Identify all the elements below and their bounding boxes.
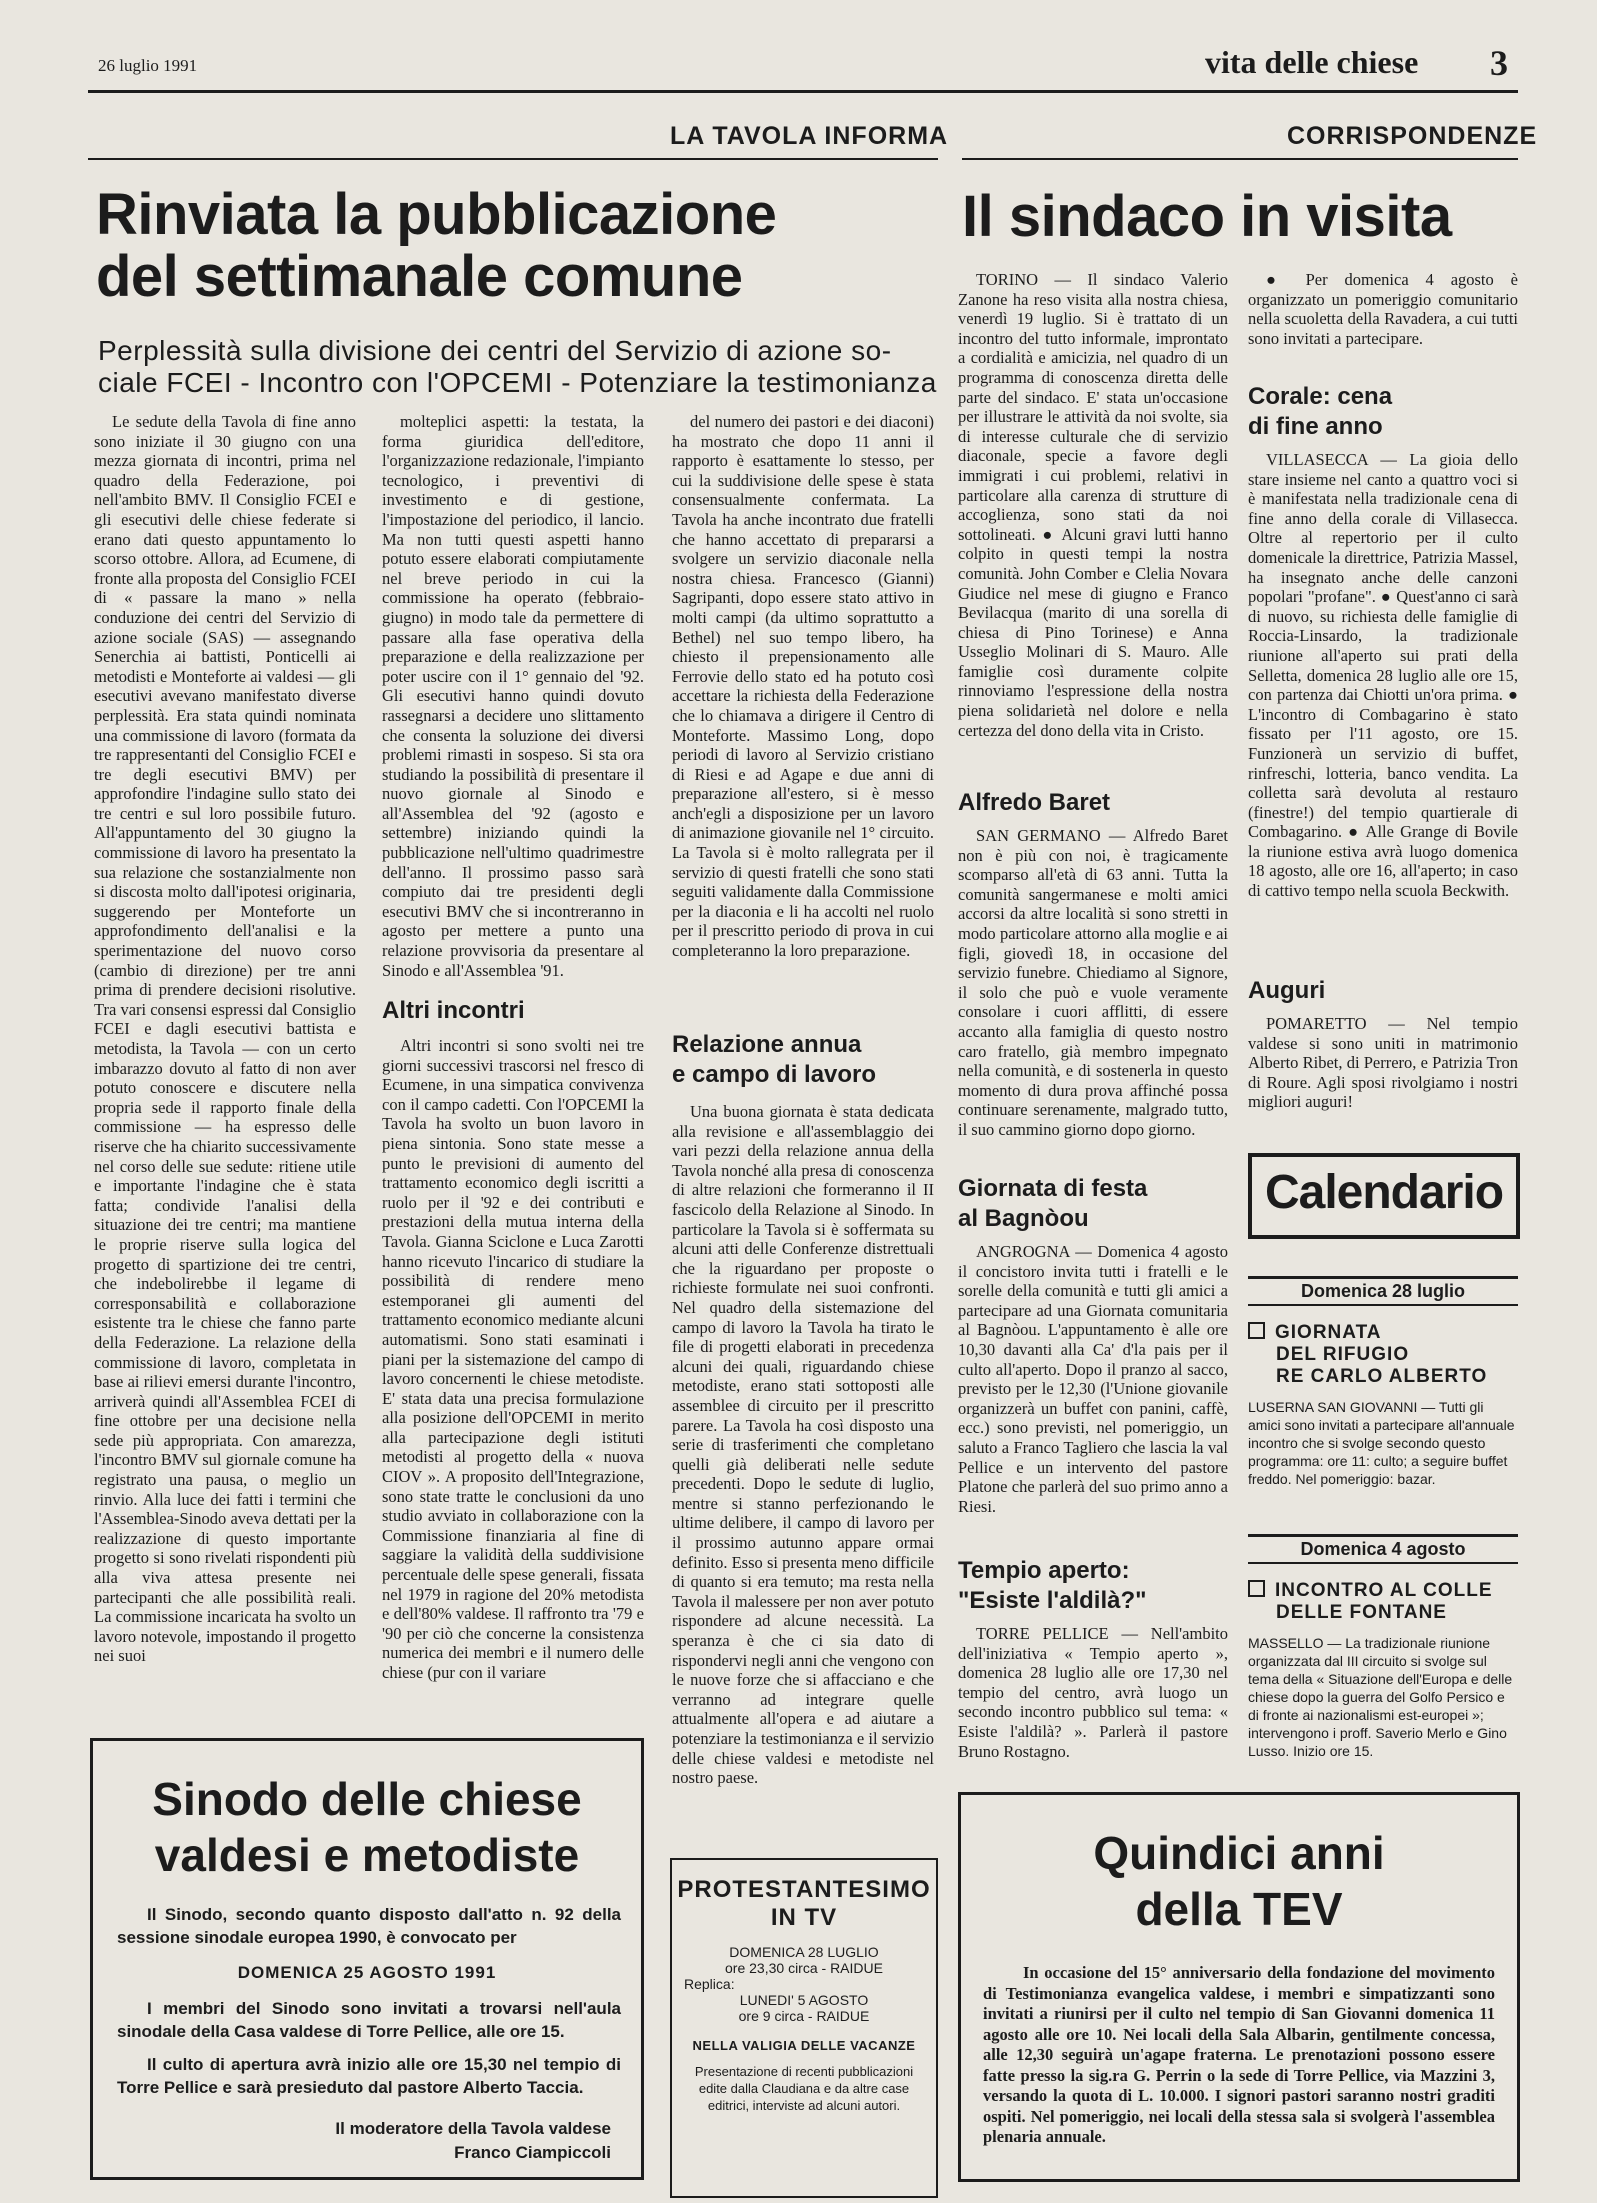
main-column-2a — [382, 412, 644, 982]
right-col2a-text: ● Per domenica 4 agosto è organizzato un pomeriggio comunitario nella scuoletta della Ravadera, a cui tutti sono invitati a partecipare. — [1248, 270, 1518, 348]
tev-title-line2: della TEV — [1135, 1883, 1343, 1935]
heading-tempio-aperto-line2: "Esiste l'aldilà?" — [958, 1587, 1147, 1614]
protestantesimo-title-line2: IN TV — [770, 1904, 838, 1931]
tev-body: In occasione del 15° anniversario della fondazione del movimento di Testimonianza evangelica valdese, i membri e simpatizzanti sono invitati a riunirsi per il culto nel tempio di San Giovanni domenica 11 agosto alle ore 10. Nei locali della Sala Albarin, gentilmente concessa, alle 12,30 seguirà un'agape fraterna. Le prenotazioni possono essere fatte presso la sig.ra G. Perrin o la sede di Torre Pellice, via Mazzini 3, versando la quota di L. 10.000. I signori pastori saranno nostri graditi ospiti. Nel pomeriggio, nei locali della stessa sala si svolgerà l'assemblea plenaria annuale. — [983, 1963, 1495, 2146]
main-col3a-text: del numero dei pastori e dei diaconi) ha mostrato che dopo 11 anni il rapporto è esattamente lo stesso, per cui la suddivisione delle spese è stata consensualmente confermata. La Tavola ha anche incontrato due fratelli che hanno accettato di prepararsi a svolgere un servizio diaconale nella nostra chiesa. Francesco (Gianni) Sagripanti, dopo essere stato attivo in molti campi (da ultimo soprattutto a Bethel) nel suo tempo libero, ha chiesto il prepensionamento alle Ferrovie dello stato ed ha potuto così accettare la richiesta della Federazione che lo chiamava a dirigere il Centro di Monteforte. Massimo Long, dopo periodi di lavoro al Servizio cristiano di Riesi e ad Agape e due anni di preparazione all'estero, si è messo anch'egli a disposizione per un lavoro di animazione giovanile nel 1° circuito. La Tavola si è molto rallegrata per il servizio di questi fratelli che sono stati seguiti validamente dalla Commissione per la diaconia e li ha accolti nel ruolo per il prescritto periodo di prova in cui completeranno la loro preparazione. — [672, 412, 934, 961]
event1-title-line3: RE CARLO ALBERTO — [1276, 1366, 1488, 1387]
main-col3b-text: Una buona giornata è stata dedicata alla revisione e all'assemblaggio dei vari pezzi della relazione annua della Tavola nonché alla presa di conoscenza di altre relazioni che formeranno il II fascicolo della Relazione al Sinodo. In particolare la Tavola si è soffermata su alcuni atti delle Conferenze distrettuali che la riguardano per proposte o richieste formulate nei suoi confronti. Nel quadro della sistemazione del campo di lavoro la Tavola ha tirato le file di progetti elaborati in precedenza alcuni dei quali, riguardando chiese metodiste, erano stati sottoposti alle assemblee di circuito per il prescritto parere. La Tavola ha così disposto una serie di trasferimenti che completano quelli già deliberati nelle sedute precedenti. Dopo le sedute di luglio, mentre si stanno perfezionando le ultime delibere, il campo di lavoro per il prossimo autunno appare ormai definito. Esso si presenta meno difficile di quanto si era temuto; ma resta nella Tavola il malessere per non aver potuto rispondere ad alcune necessità. La speranza è che ci sia dato di rispondervi negli anni che vengono con le nuove forze che si affacciano e che verranno ad integrare quelle attualmente all'opera e ad aiutare a potenziare la testimonianza e il servizio delle chiese valdesi e metodiste nel nostro paese. — [672, 1102, 934, 1788]
section-label-right: CORRISPONDENZE — [1287, 122, 1538, 150]
protestantesimo-line3: Replica: — [684, 1976, 735, 1992]
right-column-1d — [958, 1624, 1228, 1774]
checkbox-icon — [1248, 1322, 1265, 1339]
heading-auguri: Auguri — [1248, 977, 1326, 1004]
protestantesimo-title-line1: PROTESTANTESIMO — [677, 1876, 931, 1903]
masthead: vita delle chiese — [1205, 44, 1419, 80]
section-rule-left — [88, 158, 938, 160]
right-col2c-text: POMARETTO — Nel tempio valdese si sono uniti in matrimonio Alberto Ribet, di Perrero, e Patrizia Tron di Roure. Agli sposi rivolgiamo i nostri migliori auguri! — [1248, 1014, 1518, 1112]
sinodo-title-line1: Sinodo delle chiese — [152, 1773, 582, 1825]
calendar-event-2 — [1248, 1580, 1518, 1760]
right-column-2c — [1248, 1014, 1518, 1136]
main-column-1 — [94, 412, 356, 1712]
sinodo-para2: I membri del Sinodo sono invitati a trovarsi nell'aula sinodale della Casa valdese di Torre Pellice, alle ore 15. — [117, 1999, 621, 2041]
issue-date: 26 luglio 1991 — [98, 56, 198, 75]
protestantesimo-line7: Presentazione di recenti pubblicazioni edite dalla Claudiana e da altre case editrici, interviste ad alcuni autori. — [694, 2064, 914, 2113]
sinodo-para1: Il Sinodo, secondo quanto disposto dall'atto n. 92 della sessione sinodale europea 1990, è convocato per — [117, 1905, 621, 1947]
main-col2b-text: Altri incontri si sono svolti nei tre giorni successivi trascorsi nel fresco di Ecumene, in una simpatica convivenza con il campo cadetti. Con l'OPCEMI la Tavola ha svolto un buon lavoro in piena sintonia. Sono state messe a punto le previsioni di aumento del trattamento economico degli iscritti a ruolo per il '92 e dei contributi e prestazioni della mutua interna della Tavola. Gianna Sciclone e Luca Zarotti hanno ricevuto l'incarico di studiare la possibilità di rendere meno estemporanei gli aumenti del trattamento economico mediante alcuni automatismi. Sono stati esaminati i piani per la sistemazione del campo di lavoro concernenti le chiese metodiste. E' stata data una precisa formulazione alla posizione dell'OPCEMI in merito alla partecipazione degli istituti metodisti al progetto della « nuova CIOV ». A proposito dell'Integrazione, sono state tratte le conclusioni da uno studio avviato in collaborazione con la Commissione finanziaria al fine di saggiare la validità della suddivisione percentuale delle spese generali, fissata nel 1979 in ragione del 20% metodista e dell'80% valdese. Il raffronto tra '79 e '90 per ciò che concerne la consistenza numerica dei membri e il numero delle chiese (pur con il variare — [382, 1036, 644, 1682]
checkbox-icon — [1248, 1580, 1265, 1597]
right-column-1b — [958, 826, 1228, 1152]
heading-corale-line2: di fine anno — [1248, 413, 1383, 440]
heading-relazione-line1: Relazione annua — [672, 1031, 862, 1058]
right-col2b-text: VILLASECCA — La gioia dello stare insieme nel canto a quattro voci si è manifestata nella tradizionale cena di fine anno della corale di Villasecca. Oltre al repertorio per il culto domenicale la direttrice, Patrizia Massel, ha insegnato anche delle canzoni popolari "profane". ● Quest'anno ci sarà di nuovo, su richiesta delle famiglie di Roccia-Linsardo, la tradizionale riunione all'aperto sui prati della Selletta, domenica 28 luglio alle ore 15, con partenza dai Chiotti un'ora prima. ● L'incontro di Combagarino è stato fissato per l'11 agosto, ore 15. Funzionerà un servizio di buffet, rinfreschi, lotteria, banco vendita. La colletta sarà devoluta al restauro (finestre!) del tempio quartierale di Combagarino. ● Alle Grange di Bovile la riunione estiva avrà luogo domenica 18 agosto, alle ore 16, all'aperto; in caso di cattivo tempo nella scuola Beckwith. — [1248, 450, 1518, 901]
calendar-event-1 — [1248, 1322, 1518, 1488]
calendar-date-2: Domenica 4 agosto — [1248, 1534, 1518, 1564]
section-label-left: LA TAVOLA INFORMA — [670, 122, 949, 150]
heading-relazione-line2: e campo di lavoro — [672, 1061, 877, 1088]
protestantesimo-line2: ore 23,30 circa - RAIDUE — [725, 1960, 883, 1976]
event2-title-line2: DELLE FONTANE — [1276, 1602, 1447, 1623]
sinodo-para3: Il culto di apertura avrà inizio alle ore 15,30 nel tempio di Torre Pellice e sarà presieduto dal pastore Alberto Taccia. — [117, 2055, 621, 2097]
calendar-date-1: Domenica 28 luglio — [1248, 1276, 1518, 1306]
page-number: 3 — [1490, 43, 1508, 83]
right-headline: Il sindaco in visita — [962, 184, 1452, 249]
calendario-title: Calendario — [1248, 1153, 1520, 1239]
right-column-1a — [958, 270, 1228, 778]
heading-giornata-festa-line1: Giornata di festa — [958, 1175, 1148, 1202]
event1-title-line2: DEL RIFUGIO — [1276, 1344, 1410, 1365]
sinodo-sign1: Il moderatore della Tavola valdese — [335, 2119, 611, 2138]
main-column-3b — [672, 1102, 934, 1822]
heading-alfredo-baret: Alfredo Baret — [958, 789, 1111, 816]
event1-title-line1: GIORNATA — [1275, 1322, 1382, 1343]
protestantesimo-line1: DOMENICA 28 LUGLIO — [729, 1944, 879, 1960]
sinodo-sign2: Franco Ciampiccoli — [454, 2143, 611, 2162]
main-col1-text: Le sedute della Tavola di fine anno sono iniziate il 30 giugno con una mezza giornata di incontri, prima nel quadro della Federazione, poi nell'ambito BMV. Il Consiglio FCEI e gli esecutivi delle chiese federate si erano dati questo appuntamento lo scorso ottobre. Allora, ad Ecumene, di fronte alla proposta del Consiglio FCEI di « passare la mano » nella conduzione dei centri del Servizio di azione sociale (SAS) — assegnando Senerchia ai battisti, Ponticelli ai metodisti e Monteforte ai valdesi — gli esecutivi avevano manifestato diverse perplessità. Era stata quindi nominata una commissione di lavoro (formata da tre rappresentanti del Consiglio FCEI e tre degli esecutivi BMV) per approfondire l'indagine sullo stato dei tre centri e sul loro possibile futuro. All'appuntamento del 30 giugno la commissione di lavoro ha presentato la sua relazione che sostanzialmente non si discosta molto dall'ipotesi originaria, suggerendo per Monteforte un approfondimento dell'analisi e la sperimentazione del nuovo corso (cambio di direzione) per tre anni prima di prendere decisioni risolutive. Tra vari consensi espressi dal Consiglio FCEI e dagli esecutivi battista e metodista, la Tavola — con un certo imbarazzo dovuto al fatto di non aver potuto conoscere e discutere nella propria sede il rapporto finale della commissione — ha espresso delle riserve che ha chiarito successivamente nel corso delle sue sedute: ritiene utile e importante l'indagine che è stata fatta; condivide l'analisi della situazione dei tre centri; ma mantiene le proprie riserve sulla logica del progetto di spartizione dei tre centri, che indebolirebbe il legame di corresponsabilità e collaborazione esistente tra le chiese che fanno parte della Federazione. La relazione della commissione di lavoro, completata in base ai rilievi emersi durante l'incontro, arriverà quindi all'Assemblea FCEI di fine ottobre per una decisione nella sede più appropriata. Con amarezza, l'incontro BMV sul giornale comune ha registrato una pausa, o meglio un rinvio. Alla luce dei fatti i termini che l'Assemblea-Sinodo aveva dettati per la realizzazione di questo importante progetto si sono rivelati rispondenti più alla viva attesa presente nei partecipanti che alle possibilità reali. La commissione incaricata ha svolto un lavoro notevole, impostando il progetto nei suoi — [94, 412, 356, 1666]
right-col1c-text: ANGROGNA — Domenica 4 agosto il concistoro invita tutti i fratelli e le sorelle della comunità e tutti gli amici a partecipare ad una Giornata comunitaria al Bagnòou. L'appuntamento è alle ore 10,30 davanti alla Ca' d'la pais per il culto all'aperto. Dopo il pranzo al sacco, previsto per le 12,30 (l'Unione giovanile organizzerà un buffet con panini, caffè, ecc.) sono previsti, nel pomeriggio, un saluto a Franco Tagliero che lascia la val Pellice e un intervento del pastore Platone che parlerà del suo primo anno a Riesi. — [958, 1242, 1228, 1516]
right-col1b-text: SAN GERMANO — Alfredo Baret non è più con noi, è tragicamente scomparso all'età di 63 anni. Tutta la comunità sangermanese e molti amici accorsi da altre località si sono stretti in modo particolare attorno alla moglie e ai figli, giovedì 18, in occasione del servizio funebre. Chiediamo al Signore, il solo che può e vuole veramente consolare i cuori afflitti, di essere accanto alla famiglia di questo nostro caro fratello, già membro impegnato nella comunità, e di sostenerla in questo momento di dura prova affinché possa continuare serenamente, malgrado tutto, il suo cammino giorno dopo giorno. — [958, 826, 1228, 1139]
main-subhead-line2: ciale FCEI - Incontro con l'OPCEMI - Potenziare la testimonianza — [98, 367, 937, 398]
protestantesimo-line6: NELLA VALIGIA DELLE VACANZE — [692, 2038, 916, 2053]
tev-box — [958, 1792, 1520, 2182]
sinodo-box — [90, 1738, 644, 2180]
event1-body: LUSERNA SAN GIOVANNI — Tutti gli amici sono invitati a partecipare all'annuale incontro che si svolge secondo questo programma: ore 11: culto; a seguire buffet freddo. Nel pomeriggio: bazar. — [1248, 1399, 1515, 1487]
right-col1d-text: TORRE PELLICE — Nell'ambito dell'iniziativa « Tempio aperto », domenica 28 luglio alle ore 17,30 nel tempio del centro, avrà luogo un secondo incontro pubblico sul tema: « Esiste l'aldilà? ». Parlerà il pastore Bruno Rostagno. — [958, 1624, 1228, 1761]
main-headline-line2: del settimanale comune — [96, 244, 743, 309]
heading-corale-line1: Corale: cena — [1248, 383, 1393, 410]
heading-altri-incontri: Altri incontri — [382, 997, 525, 1024]
right-column-2b — [1248, 450, 1518, 972]
main-column-2b — [382, 1036, 644, 1712]
main-col2a-text: molteplici aspetti: la testata, la forma giuridica dell'editore, l'organizzazione redazionale, l'impianto tecnologico, i preventivi di investimento e di gestione, l'impostazione del periodico, il lancio. Ma non tutti questi aspetti hanno potuto essere elaborati compiutamente nel breve periodo in cui la commissione ha operato (febbraio-giugno) in modo tale da permettere di passare alla fase operativa della preparazione e della realizzazione per poter uscire con il 1° gennaio del '92. Gli esecutivi hanno quindi dovuto rassegnarsi a decidere uno slittamento che consenta la soluzione dei diversi problemi rimasti in sospeso. Si sta ora studiando la possibilità di presentare il nuovo giornale al Sinodo e all'Assemblea del '92 (agosto e settembre) iniziando quindi la pubblicazione nell'ultimo quadrimestre dell'anno. Il prossimo passo sarà compiuto dai tre presidenti degli esecutivi BMV che si incontreranno in agosto per mettere a punto una relazione provvisoria da presentare al Sinodo e all'Assemblea '91. — [382, 412, 644, 980]
event2-body: MASSELLO — La tradizionale riunione organizzata dal III circuito si svolge sul tema della « Situazione dell'Europa e delle chiese dopo la guerra del Golfo Persico e di fronte ai nazionalismi est-europei »; intervengono i proff. Saverio Merlo e Gino Lusso. Inizio ore 15. — [1248, 1635, 1513, 1759]
tev-title-line1: Quindici anni — [1093, 1827, 1385, 1879]
heading-giornata-festa-line2: al Bagnòou — [958, 1205, 1089, 1232]
main-column-3a — [672, 412, 934, 992]
protestantesimo-line4: LUNEDI' 5 AGOSTO — [739, 1992, 869, 2008]
main-headline-line1: Rinviata la pubblicazione — [96, 182, 777, 247]
section-rule-right — [962, 158, 1518, 160]
right-column-1c — [958, 1242, 1228, 1540]
main-subhead-line1: Perplessità sulla divisione dei centri del Servizio di azione so- — [98, 335, 892, 366]
protestantesimo-box — [670, 1858, 938, 2198]
heading-tempio-aperto-line1: Tempio aperto: — [958, 1557, 1130, 1584]
sinodo-title-line2: valdesi e metodiste — [154, 1829, 580, 1881]
sinodo-date: DOMENICA 25 AGOSTO 1991 — [237, 1963, 497, 1982]
right-column-2a — [1248, 270, 1518, 370]
header-rule — [88, 90, 1518, 93]
right-col1a-text: TORINO — Il sindaco Valerio Zanone ha reso visita alla nostra chiesa, venerdì 19 luglio. Si è trattato di un incontro del tutto informale, improntato a cordialità e amicizia, nel quadro di un programma di conoscenza diretta delle parte del sindaco. E' stata un'occasione per illustrare le attività da noi svolte, sia di interesse culturale che di servizio diaconale, specie a favore degli immigrati i cui problemi, relativi in particolare alla carenza di strutture di accoglienza, sono stati da noi sottolineati. ● Alcuni gravi lutti hanno colpito in questi tempi la nostra comunità. John Comber e Clelia Novara Giudice nel mese di giugno e Franco Bevilacqua (marito di una sorella di chiesa di Pino Torinese) e Anna Usseglio Molinari di S. Mauro. Alle famiglie così duramente colpite rinnoviamo l'espressione della nostra piena solidarietà nel dolore e nella certezza del dono della vita in Cristo. — [958, 270, 1228, 740]
event2-title-line1: INCONTRO AL COLLE — [1275, 1580, 1493, 1601]
protestantesimo-line5: ore 9 circa - RAIDUE — [738, 2008, 870, 2024]
